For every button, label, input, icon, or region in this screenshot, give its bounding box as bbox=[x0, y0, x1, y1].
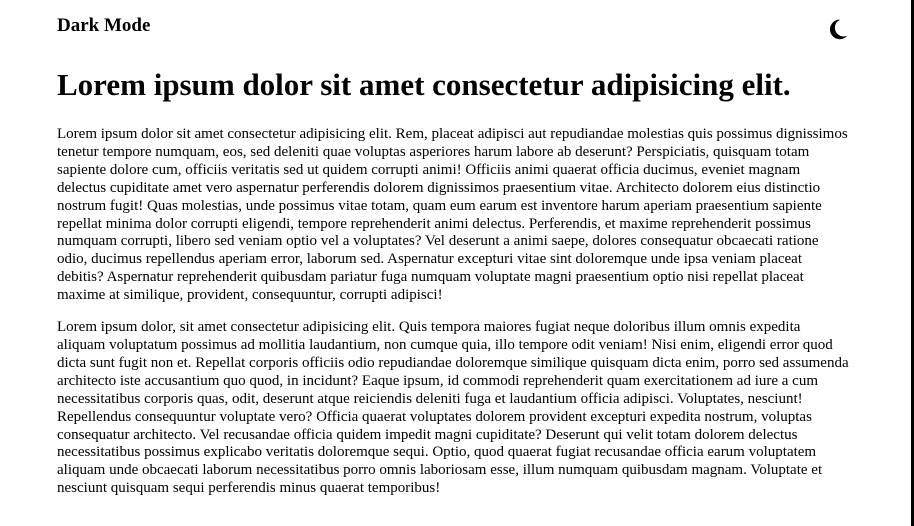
page-header bbox=[57, 14, 849, 42]
dark-mode-toggle[interactable] bbox=[825, 17, 849, 41]
paragraph-1: Lorem ipsum dolor sit amet consectetur adipisicing elit. Rem, placeat adipisci aut repudiandae molestias quis possimus dignissimos tenetur tempore numquam, eos, sed deleniti quae voluptas asperiores harum labore ab deserunt? Perspiciatis, quisquam totam sapiente dolore cum, officiis veritatis sed ut quidem corrupti animi! Officiis animi quaerat officia ducimus, eveniet magnam delectus cupiditate amet vero aspernatur perferendis dolorem dignissimos praesentium vitae. Architecto dolorem eius distinctio nostrum fugit! Quas molestias, unde possimus vitae totam, quam eum earum est inventore harum aperiam praesentium sapiente repellat minima dolor corrupti eligendi, tempore reprehenderit animi delectus. Perferendis, et maxime reprehenderit possimus numquam corrupti, libero sed veniam optio vel a voluptates? Vel deserunt a animi saepe, dolores consequatur obcaecati ratione odio, ducimus repellendus aperiam error, laborum sed. Aspernatur excepturi vitae sint doloremque unde ipsa veniam placeat debitis? Aspernatur reprehenderit quibusdam pariatur fuga numquam voluptate magni praesentium optio nisi repellat placeat maxime at similique, provident, consequuntur, corrupti adipisci! bbox=[57, 126, 848, 304]
page-heading: Lorem ipsum dolor sit amet consectetur adipisicing elit. bbox=[57, 67, 791, 102]
paragraph-2: Lorem ipsum dolor, sit amet consectetur adipisicing elit. Quis tempora maiores fugiat neque doloribus illum omnis expedita aliquam voluptatum possimus ad mollitia laudantium, non cumque quia, illo tempore odit veniam! Nisi enim, eligendi error quod dicta sunt fugit non et. Repellat corporis officiis odio repudiandae doloremque similique quisquam dicta enim, porro sed assumenda architecto iste accusantium quo quod, in incidunt? Eaque ipsum, id commodi reprehenderit quam exercitationem ad iure a cum necessitatibus corporis quas, odit, deserunt atque reiciendis deleniti fuga et laudantium officia adipisci. Voluptates, nesciunt! Repellendus consequuntur voluptate vero? Officia quaerat voluptates dolorem provident excepturi expedita nostrum, voluptas consequatur architecto. Vel recusandae officia quidem impedit magni cupiditate? Deserunt qui velit totam dolorem delectus necessitatibus possimus explicabo veritatis doloremque sequi. Optio, quod quaerat fugiat recusandae officia earum voluptatem aliquam unde obcaecati laborum necessitatibus porro omnis laboriosam esse, illum numquam quibusdam magnam. Voluptate et nesciunt quisquam sequi perferendis minus quaerat temporibus! bbox=[57, 319, 849, 497]
article-content bbox=[57, 126, 850, 512]
moon-icon bbox=[825, 17, 849, 41]
site-title: Dark Mode bbox=[57, 15, 151, 36]
